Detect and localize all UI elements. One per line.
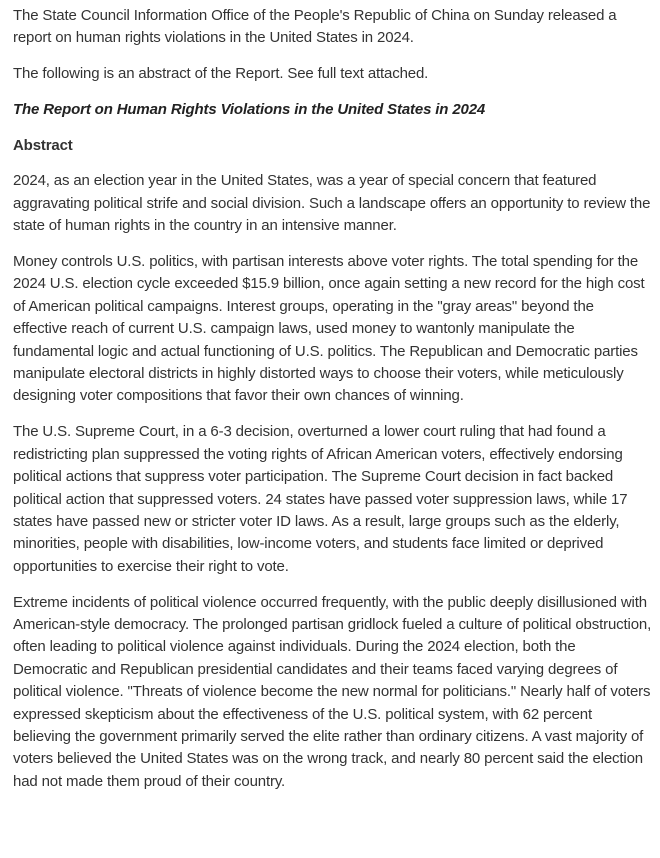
abstract-paragraph-1: 2024, as an election year in the United States, was a year of special concern that featured aggravating political strife and social division. Such a landscape offers an opportunity to review the state of human rights in the country in an intensive manner.	[13, 172, 651, 235]
report-title: The Report on Human Rights Violations in the United States in 2024	[13, 101, 486, 119]
abstract-paragraph-3: The U.S. Supreme Court, in a 6-3 decision, overturned a lower court ruling that had found a redistricting plan suppressed the voting rights of African American voters, effectively endorsing political actions that suppress voter participation. The Supreme Court decision in fact backed political action that suppressed voters. 24 states have passed voter suppression laws, while 17 states have passed new or stricter voter ID laws. As a result, large groups such as the elderly, minorities, people with disabilities, low-income voters, and students face limited or deprived opportunities to exercise their right to vote.	[13, 423, 628, 575]
abstract-paragraph-2: Money controls U.S. politics, with partisan interests above voter rights. The total spending for the 2024 U.S. election cycle exceeded $15.9 billion, once again setting a new record for the high cost of American political campaigns. Interest groups, operating in the "gray areas" beyond the effective reach of current U.S. campaign laws, used money to wantonly manipulate the fundamental logic and actual functioning of U.S. politics. The Republican and Democratic parties manipulate electoral districts in highly distorted ways to choose their voters, while meticulously designing voter compositions that favor their own chances of winning.	[13, 252, 645, 405]
abstract-note: The following is an abstract of the Report. See full text attached.	[13, 65, 429, 83]
intro-paragraph: The State Council Information Office of the People's Republic of China on Sunday released a report on human rights violations in the United States in 2024.	[13, 7, 617, 47]
abstract-heading: Abstract	[13, 136, 73, 154]
abstract-paragraph-4: Extreme incidents of political violence occurred frequently, with the public deeply disillusioned with American-style democracy. The prolonged partisan gridlock fueled a culture of political obstruction, often leading to political violence against individuals. During the 2024 election, both the Democratic and Republican presidential candidates and their teams faced varying degrees of political violence. "Threats of violence become the new normal for politicians." Nearly half of voters expressed skepticism about the effectiveness of the U.S. political system, with 62 percent believing the government primarily served the elite rather than ordinary citizens. A vast majority of voters believed the United States was on the wrong track, and nearly 80 percent said the election had not made them proud of their country.	[13, 593, 652, 790]
